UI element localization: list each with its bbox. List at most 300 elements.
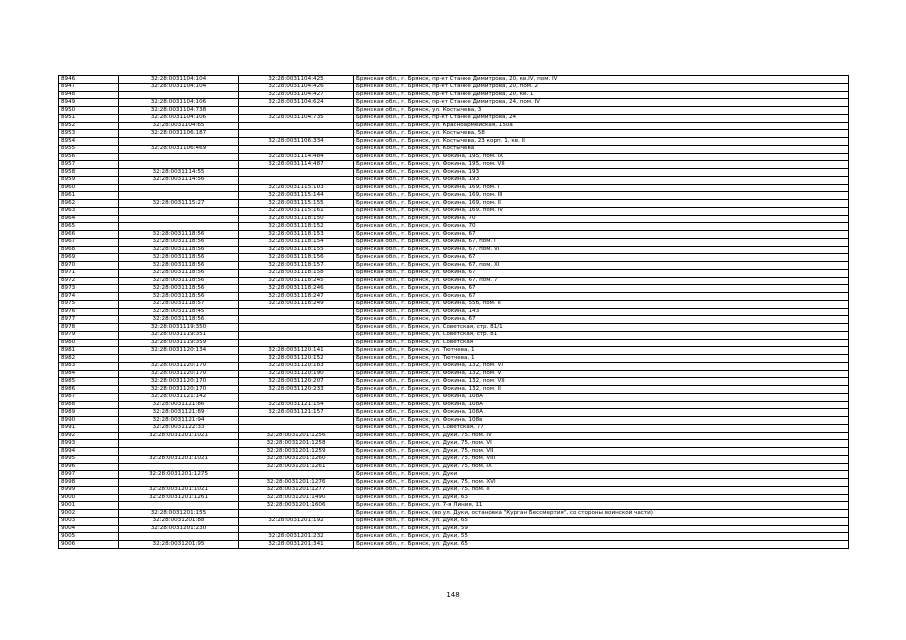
- land-cadastral-number-cell: 32:28:0031122:33: [119, 424, 239, 432]
- table-row: [59, 138, 849, 146]
- object-cadastral-number-cell: [239, 145, 354, 153]
- object-cadastral-number-cell: 32:28:0031120:207: [239, 378, 354, 386]
- table-row: [59, 99, 849, 107]
- row-number-cell: 8959: [59, 176, 119, 184]
- table-row: [59, 145, 849, 153]
- table-row: [59, 486, 849, 494]
- land-cadastral-number-cell: [119, 184, 239, 192]
- object-cadastral-number-cell: 32:28:0031201:341: [239, 541, 354, 549]
- table-row: [59, 409, 849, 417]
- table-row: [59, 300, 849, 308]
- row-number-cell: 8961: [59, 192, 119, 200]
- row-number-cell: 8972: [59, 277, 119, 285]
- object-cadastral-number-cell: 32:28:0031201:1261: [239, 463, 354, 471]
- land-cadastral-number-cell: 32:28:0031201:1275: [119, 471, 239, 479]
- row-number-cell: 8977: [59, 316, 119, 324]
- row-number-cell: 8962: [59, 200, 119, 208]
- address-cell: Брянская обл., г. Брянск, ул. Фокина, 169, пом. II: [354, 200, 849, 208]
- table-row: [59, 169, 849, 177]
- row-number-cell: 8963: [59, 207, 119, 215]
- address-cell: Брянская обл., г. Брянск, ул. Фокина, 67: [354, 316, 849, 324]
- land-cadastral-number-cell: 32:28:0031120:134: [119, 347, 239, 355]
- address-cell: Брянская обл., г. Брянск, ул. Дуки, 63: [354, 494, 849, 502]
- row-number-cell: 8976: [59, 308, 119, 316]
- object-cadastral-number-cell: 32:28:0031118:150: [239, 215, 354, 223]
- table-row: [59, 269, 849, 277]
- land-cadastral-number-cell: 32:28:0031104:738: [119, 107, 239, 115]
- land-cadastral-number-cell: 32:28:0031118:56: [119, 293, 239, 301]
- row-number-cell: 8968: [59, 246, 119, 254]
- table-row: [59, 331, 849, 339]
- table-row: [59, 510, 849, 518]
- row-number-cell: 8956: [59, 153, 119, 161]
- table-row: [59, 347, 849, 355]
- land-cadastral-number-cell: 32:28:0031201:1021: [119, 432, 239, 440]
- address-cell: Брянская обл., г. Брянск, пр-кт Станке Димитрова, 20, кв. 1: [354, 91, 849, 99]
- address-cell: Брянская обл., г. Брянск, ул. Фокина, 143: [354, 308, 849, 316]
- object-cadastral-number-cell: 32:28:0031201:1258: [239, 440, 354, 448]
- object-cadastral-number-cell: 32:28:0031104:624: [239, 99, 354, 107]
- table-row: [59, 176, 849, 184]
- land-cadastral-number-cell: 32:28:0031118:56: [119, 254, 239, 262]
- row-number-cell: 8984: [59, 370, 119, 378]
- address-cell: Брянская обл., г. Брянск, ул. Фокина, 108А: [354, 393, 849, 401]
- row-number-cell: 9000: [59, 494, 119, 502]
- land-cadastral-number-cell: 32:28:0031118:56: [119, 277, 239, 285]
- object-cadastral-number-cell: 32:28:0031106:334: [239, 138, 354, 146]
- table-row: [59, 215, 849, 223]
- row-number-cell: 8997: [59, 471, 119, 479]
- object-cadastral-number-cell: [239, 130, 354, 138]
- row-number-cell: 8953: [59, 130, 119, 138]
- table-row: [59, 471, 849, 479]
- address-cell: Брянская обл., г. Брянск, ул. Советская, стр. 81/1: [354, 324, 849, 332]
- land-cadastral-number-cell: 32:28:0031104:65: [119, 122, 239, 130]
- table-row: [59, 153, 849, 161]
- table-row: [59, 432, 849, 440]
- object-cadastral-number-cell: 32:28:0031118:246: [239, 285, 354, 293]
- row-number-cell: 8955: [59, 145, 119, 153]
- object-cadastral-number-cell: 32:28:0031201:1606: [239, 502, 354, 510]
- land-cadastral-number-cell: 32:28:0031118:56: [119, 316, 239, 324]
- land-cadastral-number-cell: 32:28:0031120:170: [119, 370, 239, 378]
- land-cadastral-number-cell: 32:28:0031118:45: [119, 308, 239, 316]
- land-cadastral-number-cell: 32:28:0031118:56: [119, 238, 239, 246]
- object-cadastral-number-cell: 32:28:0031115:103: [239, 184, 354, 192]
- object-cadastral-number-cell: 32:28:0031118:156: [239, 254, 354, 262]
- row-number-cell: 8969: [59, 254, 119, 262]
- address-cell: Брянская обл., г. Брянск, ул. Фокина, 70: [354, 215, 849, 223]
- table-row: [59, 130, 849, 138]
- table-row: [59, 479, 849, 487]
- table-row: [59, 502, 849, 510]
- row-number-cell: 8985: [59, 378, 119, 386]
- table-row: [59, 285, 849, 293]
- object-cadastral-number-cell: 32:28:0031201:192: [239, 517, 354, 525]
- land-cadastral-number-cell: [119, 502, 239, 510]
- address-cell: Брянская обл., г. Брянск, ул. Костычева, 3: [354, 107, 849, 115]
- row-number-cell: 8981: [59, 347, 119, 355]
- land-cadastral-number-cell: [119, 207, 239, 215]
- land-cadastral-number-cell: 32:28:0031114:55: [119, 169, 239, 177]
- land-cadastral-number-cell: [119, 161, 239, 169]
- object-cadastral-number-cell: 32:28:0031104:426: [239, 83, 354, 91]
- land-cadastral-number-cell: 32:28:0031201:1021: [119, 486, 239, 494]
- object-cadastral-number-cell: 32:28:0031118:249: [239, 300, 354, 308]
- address-cell: Брянская обл., г. Брянск, пр-кт Станке Димитрова, 20, пом. 2: [354, 83, 849, 91]
- address-cell: Брянская обл., г. Брянск, ул. Фокина, 67, пом. I: [354, 238, 849, 246]
- object-cadastral-number-cell: [239, 122, 354, 130]
- table-row: [59, 161, 849, 169]
- address-cell: Брянская обл., г. Брянск, пр-кт Станке Димитрова, 24: [354, 114, 849, 122]
- land-cadastral-number-cell: 32:28:0031120:170: [119, 386, 239, 394]
- row-number-cell: 8993: [59, 440, 119, 448]
- object-cadastral-number-cell: 32:28:0031121:154: [239, 401, 354, 409]
- address-cell: Брянская обл., г. Брянск, ул. Фокина, 67: [354, 285, 849, 293]
- row-number-cell: 8987: [59, 393, 119, 401]
- address-cell: Брянская обл., г. Брянск, ул. Фокина, 193: [354, 169, 849, 177]
- row-number-cell: 8973: [59, 285, 119, 293]
- row-number-cell: 8989: [59, 409, 119, 417]
- table-row: [59, 362, 849, 370]
- table-row: [59, 440, 849, 448]
- table-row: [59, 533, 849, 541]
- row-number-cell: 8979: [59, 331, 119, 339]
- object-cadastral-number-cell: 32:28:0031114:487: [239, 161, 354, 169]
- object-cadastral-number-cell: [239, 525, 354, 533]
- table-row: [59, 401, 849, 409]
- object-cadastral-number-cell: 32:28:0031201:1276: [239, 479, 354, 487]
- land-cadastral-number-cell: 32:28:0031201:1261: [119, 494, 239, 502]
- object-cadastral-number-cell: 32:28:0031118:155: [239, 246, 354, 254]
- row-number-cell: 8994: [59, 448, 119, 456]
- table-row: [59, 525, 849, 533]
- land-cadastral-number-cell: 32:28:0031120:170: [119, 378, 239, 386]
- table-row: [59, 308, 849, 316]
- address-cell: Брянская обл., г. Брянск, ул. Фокина, 132, пом. VI: [354, 362, 849, 370]
- object-cadastral-number-cell: 32:28:0031201:1490: [239, 494, 354, 502]
- row-number-cell: 9004: [59, 525, 119, 533]
- table-row: [59, 517, 849, 525]
- row-number-cell: 8990: [59, 417, 119, 425]
- object-cadastral-number-cell: 32:28:0031118:158: [239, 269, 354, 277]
- object-cadastral-number-cell: 32:28:0031115:161: [239, 207, 354, 215]
- address-cell: Брянская обл., г. Брянск, ул. Дуки: [354, 471, 849, 479]
- address-cell: Брянская обл., г. Брянск, ул. Фокина, 193: [354, 176, 849, 184]
- table-row: [59, 262, 849, 270]
- row-number-cell: 8988: [59, 401, 119, 409]
- land-cadastral-number-cell: 32:28:0031121:86: [119, 401, 239, 409]
- object-cadastral-number-cell: [239, 308, 354, 316]
- object-cadastral-number-cell: [239, 331, 354, 339]
- row-number-cell: 8954: [59, 138, 119, 146]
- table-row: [59, 316, 849, 324]
- table-row: [59, 339, 849, 347]
- address-cell: Брянская обл., г. Брянск, ул. Костычева: [354, 145, 849, 153]
- land-cadastral-number-cell: 32:28:0031104:104: [119, 76, 239, 84]
- row-number-cell: 8958: [59, 169, 119, 177]
- address-cell: Брянская обл., г. Брянск, ул. Фокина, 169, пом. III: [354, 192, 849, 200]
- address-cell: Брянская обл., г. Брянск, ул. Фокина, 70: [354, 223, 849, 231]
- land-cadastral-number-cell: 32:28:0031106:469: [119, 145, 239, 153]
- address-cell: Брянская обл., г. Брянск, ул. Красноармейская, 150а: [354, 122, 849, 130]
- row-number-cell: 8974: [59, 293, 119, 301]
- table-row: [59, 386, 849, 394]
- object-cadastral-number-cell: 32:28:0031118:247: [239, 293, 354, 301]
- row-number-cell: 8986: [59, 386, 119, 394]
- object-cadastral-number-cell: 32:28:0031201:1260: [239, 455, 354, 463]
- land-cadastral-number-cell: 32:28:0031104:106: [119, 114, 239, 122]
- object-cadastral-number-cell: 32:28:0031118:153: [239, 231, 354, 239]
- object-cadastral-number-cell: 32:28:0031120:183: [239, 362, 354, 370]
- table-row: [59, 293, 849, 301]
- table-row: [59, 231, 849, 239]
- row-number-cell: 8952: [59, 122, 119, 130]
- row-number-cell: 8999: [59, 486, 119, 494]
- table-row: [59, 76, 849, 84]
- land-cadastral-number-cell: [119, 355, 239, 363]
- land-cadastral-number-cell: [119, 91, 239, 99]
- address-cell: Брянская обл., г. Брянск, ул. Фокина, 67: [354, 269, 849, 277]
- row-number-cell: 8957: [59, 161, 119, 169]
- address-cell: Брянская обл., г. Брянск, ул. Фокина, 67, пом. 7: [354, 277, 849, 285]
- land-cadastral-number-cell: 32:28:0031119:351: [119, 331, 239, 339]
- object-cadastral-number-cell: [239, 176, 354, 184]
- land-cadastral-number-cell: 32:28:0031104:106: [119, 99, 239, 107]
- table-row: [59, 83, 849, 91]
- land-cadastral-number-cell: 32:28:0031118:56: [119, 262, 239, 270]
- land-cadastral-number-cell: 32:28:0031115:27: [119, 200, 239, 208]
- land-cadastral-number-cell: [119, 223, 239, 231]
- row-number-cell: 8995: [59, 455, 119, 463]
- address-cell: Брянская обл., г. Брянск, ул. Советская, стр. 81: [354, 331, 849, 339]
- land-cadastral-number-cell: [119, 215, 239, 223]
- row-number-cell: 8950: [59, 107, 119, 115]
- object-cadastral-number-cell: 32:28:0031120:233: [239, 386, 354, 394]
- address-cell: Брянская обл., г. Брянск, ул. Дуки, 65: [354, 541, 849, 549]
- object-cadastral-number-cell: 32:28:0031118:245: [239, 277, 354, 285]
- page-number: 148: [446, 591, 460, 599]
- address-cell: Брянская обл., г. Брянск, ул. Дуки, 75, пом. VII: [354, 448, 849, 456]
- object-cadastral-number-cell: 32:28:0031104:425: [239, 76, 354, 84]
- table-row: [59, 114, 849, 122]
- table-row: [59, 424, 849, 432]
- registry-table: [58, 75, 849, 549]
- address-cell: Брянская обл., г. Брянск, ул. Фокина, 195, пом. VII: [354, 161, 849, 169]
- address-cell: Брянская обл., г. Брянск, ул. Фокина, 195, пом. IX: [354, 153, 849, 161]
- object-cadastral-number-cell: 32:28:0031115:144: [239, 192, 354, 200]
- land-cadastral-number-cell: 32:28:0031201:88: [119, 517, 239, 525]
- object-cadastral-number-cell: 32:28:0031104:735: [239, 114, 354, 122]
- object-cadastral-number-cell: 32:28:0031201:1259: [239, 448, 354, 456]
- row-number-cell: 8996: [59, 463, 119, 471]
- address-cell: Брянская обл., г. Брянск, ул. Фокина, 67, пом. XI: [354, 262, 849, 270]
- address-cell: Брянская обл., г. Брянск, ул. Фокина, 55б, пом. II: [354, 300, 849, 308]
- row-number-cell: 9002: [59, 510, 119, 518]
- address-cell: Брянская обл., г. Брянск, ул. Тютчева, 1: [354, 347, 849, 355]
- address-cell: Брянская обл., г. Брянск, пр-кт Станке Димитрова, 24, пом. IV: [354, 99, 849, 107]
- address-cell: Брянская обл., г. Брянск, ул. Фокина, 67: [354, 231, 849, 239]
- table-row: [59, 324, 849, 332]
- address-cell: Брянская обл., г. Брянск, ул. Фокина, 108А: [354, 401, 849, 409]
- object-cadastral-number-cell: [239, 471, 354, 479]
- land-cadastral-number-cell: 32:28:0031118:57: [119, 300, 239, 308]
- object-cadastral-number-cell: 32:28:0031114:484: [239, 153, 354, 161]
- table-row: [59, 463, 849, 471]
- table-row: [59, 223, 849, 231]
- object-cadastral-number-cell: [239, 417, 354, 425]
- address-cell: Брянская обл., г. Брянск, ул. Фокина, 169, пом. IV: [354, 207, 849, 215]
- land-cadastral-number-cell: 32:28:0031118:56: [119, 285, 239, 293]
- land-cadastral-number-cell: 32:28:0031118:56: [119, 269, 239, 277]
- address-cell: Брянская обл., г. Брянск, ул. Советская: [354, 339, 849, 347]
- object-cadastral-number-cell: 32:28:0031118:154: [239, 238, 354, 246]
- land-cadastral-number-cell: 32:28:0031118:56: [119, 231, 239, 239]
- row-number-cell: 8978: [59, 324, 119, 332]
- land-cadastral-number-cell: [119, 463, 239, 471]
- object-cadastral-number-cell: [239, 107, 354, 115]
- row-number-cell: 8991: [59, 424, 119, 432]
- table-row: [59, 455, 849, 463]
- address-cell: Брянская обл., г. Брянск, ул. Дуки, 75, пом. IV: [354, 432, 849, 440]
- land-cadastral-number-cell: 32:28:0031121:89: [119, 409, 239, 417]
- row-number-cell: 8982: [59, 355, 119, 363]
- row-number-cell: 8998: [59, 479, 119, 487]
- address-cell: Брянская обл., г. Брянск, ул. Фокина, 67, пом. VI: [354, 246, 849, 254]
- land-cadastral-number-cell: [119, 138, 239, 146]
- address-cell: Брянская обл., г. Брянск, ул. Дуки, 75, пом. VI: [354, 440, 849, 448]
- land-cadastral-number-cell: [119, 192, 239, 200]
- address-cell: Брянская обл., г. Брянск, ул. Фокина, 67: [354, 254, 849, 262]
- address-cell: Брянская обл., г. Брянск, ул. Костычева, 58: [354, 130, 849, 138]
- address-cell: Брянская обл., г. Брянск, (во ул. Дуки, остановка "Курган Бессмертия", со стороны воинской части): [354, 510, 849, 518]
- object-cadastral-number-cell: [239, 316, 354, 324]
- land-cadastral-number-cell: 32:28:0031201:230: [119, 525, 239, 533]
- address-cell: Брянская обл., г. Брянск, ул. Дуки, 59: [354, 525, 849, 533]
- land-cadastral-number-cell: [119, 153, 239, 161]
- land-cadastral-number-cell: 32:28:0031114:56: [119, 176, 239, 184]
- address-cell: Брянская обл., г. Брянск, ул. Фокина, 132, пом. II: [354, 386, 849, 394]
- row-number-cell: 8964: [59, 215, 119, 223]
- table-row: [59, 184, 849, 192]
- address-cell: Брянская обл., г. Брянск, ул. Фокина, 108А: [354, 409, 849, 417]
- land-cadastral-number-cell: 32:28:0031201:1021: [119, 455, 239, 463]
- address-cell: Брянская обл., г. Брянск, ул. Фокина, 108в: [354, 417, 849, 425]
- land-cadastral-number-cell: [119, 440, 239, 448]
- table-row: [59, 277, 849, 285]
- object-cadastral-number-cell: 32:28:0031201:1277: [239, 486, 354, 494]
- row-number-cell: 9003: [59, 517, 119, 525]
- address-cell: Брянская обл., г. Брянск, ул. Дуки, 75, пом. II: [354, 486, 849, 494]
- land-cadastral-number-cell: 32:28:0031106:187: [119, 130, 239, 138]
- object-cadastral-number-cell: 32:28:0031120:190: [239, 370, 354, 378]
- address-cell: Брянская обл., г. Брянск, ул. Дуки, 55: [354, 533, 849, 541]
- table-row: [59, 541, 849, 549]
- object-cadastral-number-cell: [239, 324, 354, 332]
- row-number-cell: 9005: [59, 533, 119, 541]
- row-number-cell: 8980: [59, 339, 119, 347]
- address-cell: Брянская обл., г. Брянск, ул. Фокина, 169, пом. I: [354, 184, 849, 192]
- address-cell: Брянская обл., г. Брянск, ул. Дуки, 75, пом. VIII: [354, 455, 849, 463]
- land-cadastral-number-cell: 32:28:0031119:359: [119, 339, 239, 347]
- table-row: [59, 355, 849, 363]
- registry-table-body: [59, 76, 849, 549]
- row-number-cell: 8949: [59, 99, 119, 107]
- table-row: [59, 200, 849, 208]
- object-cadastral-number-cell: 32:28:0031118:152: [239, 223, 354, 231]
- row-number-cell: 8992: [59, 432, 119, 440]
- land-cadastral-number-cell: 32:28:0031201:95: [119, 541, 239, 549]
- table-row: [59, 370, 849, 378]
- land-cadastral-number-cell: 32:28:0031118:56: [119, 246, 239, 254]
- table-row: [59, 378, 849, 386]
- row-number-cell: 8960: [59, 184, 119, 192]
- table-row: [59, 254, 849, 262]
- land-cadastral-number-cell: 32:28:0031121:94: [119, 417, 239, 425]
- row-number-cell: 8951: [59, 114, 119, 122]
- address-cell: Брянская обл., г. Брянск, пр-кт Станке Димитрова, 20, кв.IV, пом. IV: [354, 76, 849, 84]
- land-cadastral-number-cell: 32:28:0031120:170: [119, 362, 239, 370]
- table-row: [59, 246, 849, 254]
- address-cell: Брянская обл., г. Брянск, ул. Фокина, 132, пом. V: [354, 370, 849, 378]
- address-cell: Брянская обл., г. Брянск, ул. 7-я Линия, 11: [354, 502, 849, 510]
- row-number-cell: 8970: [59, 262, 119, 270]
- land-cadastral-number-cell: [119, 479, 239, 487]
- object-cadastral-number-cell: [239, 424, 354, 432]
- row-number-cell: 8967: [59, 238, 119, 246]
- object-cadastral-number-cell: 32:28:0031121:157: [239, 409, 354, 417]
- land-cadastral-number-cell: 32:28:0031119:350: [119, 324, 239, 332]
- address-cell: Брянская обл., г. Брянск, ул. Дуки, 65: [354, 517, 849, 525]
- object-cadastral-number-cell: 32:28:0031120:141: [239, 347, 354, 355]
- table-row: [59, 122, 849, 130]
- row-number-cell: 8975: [59, 300, 119, 308]
- address-cell: Брянская обл., г. Брянск, ул. Дуки, 75, пом. XVI: [354, 479, 849, 487]
- table-row: [59, 393, 849, 401]
- table-row: [59, 494, 849, 502]
- land-cadastral-number-cell: [119, 448, 239, 456]
- object-cadastral-number-cell: [239, 393, 354, 401]
- row-number-cell: 8947: [59, 83, 119, 91]
- row-number-cell: 8966: [59, 231, 119, 239]
- land-cadastral-number-cell: 32:28:0031104:104: [119, 83, 239, 91]
- object-cadastral-number-cell: 32:28:0031201:1256: [239, 432, 354, 440]
- object-cadastral-number-cell: [239, 169, 354, 177]
- land-cadastral-number-cell: 32:28:0031121:142: [119, 393, 239, 401]
- table-row: [59, 417, 849, 425]
- row-number-cell: 8965: [59, 223, 119, 231]
- object-cadastral-number-cell: 32:28:0031201:232: [239, 533, 354, 541]
- row-number-cell: 8946: [59, 76, 119, 84]
- land-cadastral-number-cell: 32:28:0031201:155: [119, 510, 239, 518]
- row-number-cell: 9001: [59, 502, 119, 510]
- address-cell: Брянская обл., г. Брянск, ул. Советская, 77: [354, 424, 849, 432]
- object-cadastral-number-cell: 32:28:0031104:427: [239, 91, 354, 99]
- table-row: [59, 192, 849, 200]
- row-number-cell: 8971: [59, 269, 119, 277]
- table-row: [59, 207, 849, 215]
- object-cadastral-number-cell: 32:28:0031118:157: [239, 262, 354, 270]
- address-cell: Брянская обл., г. Брянск, ул. Фокина, 132, пом. VII: [354, 378, 849, 386]
- object-cadastral-number-cell: [239, 510, 354, 518]
- object-cadastral-number-cell: 32:28:0031120:152: [239, 355, 354, 363]
- object-cadastral-number-cell: [239, 339, 354, 347]
- object-cadastral-number-cell: 32:28:0031115:155: [239, 200, 354, 208]
- table-row: [59, 238, 849, 246]
- table-row: [59, 448, 849, 456]
- address-cell: Брянская обл., г. Брянск, ул. Костычева, 23 корп. 1, кв. II: [354, 138, 849, 146]
- table-row: [59, 91, 849, 99]
